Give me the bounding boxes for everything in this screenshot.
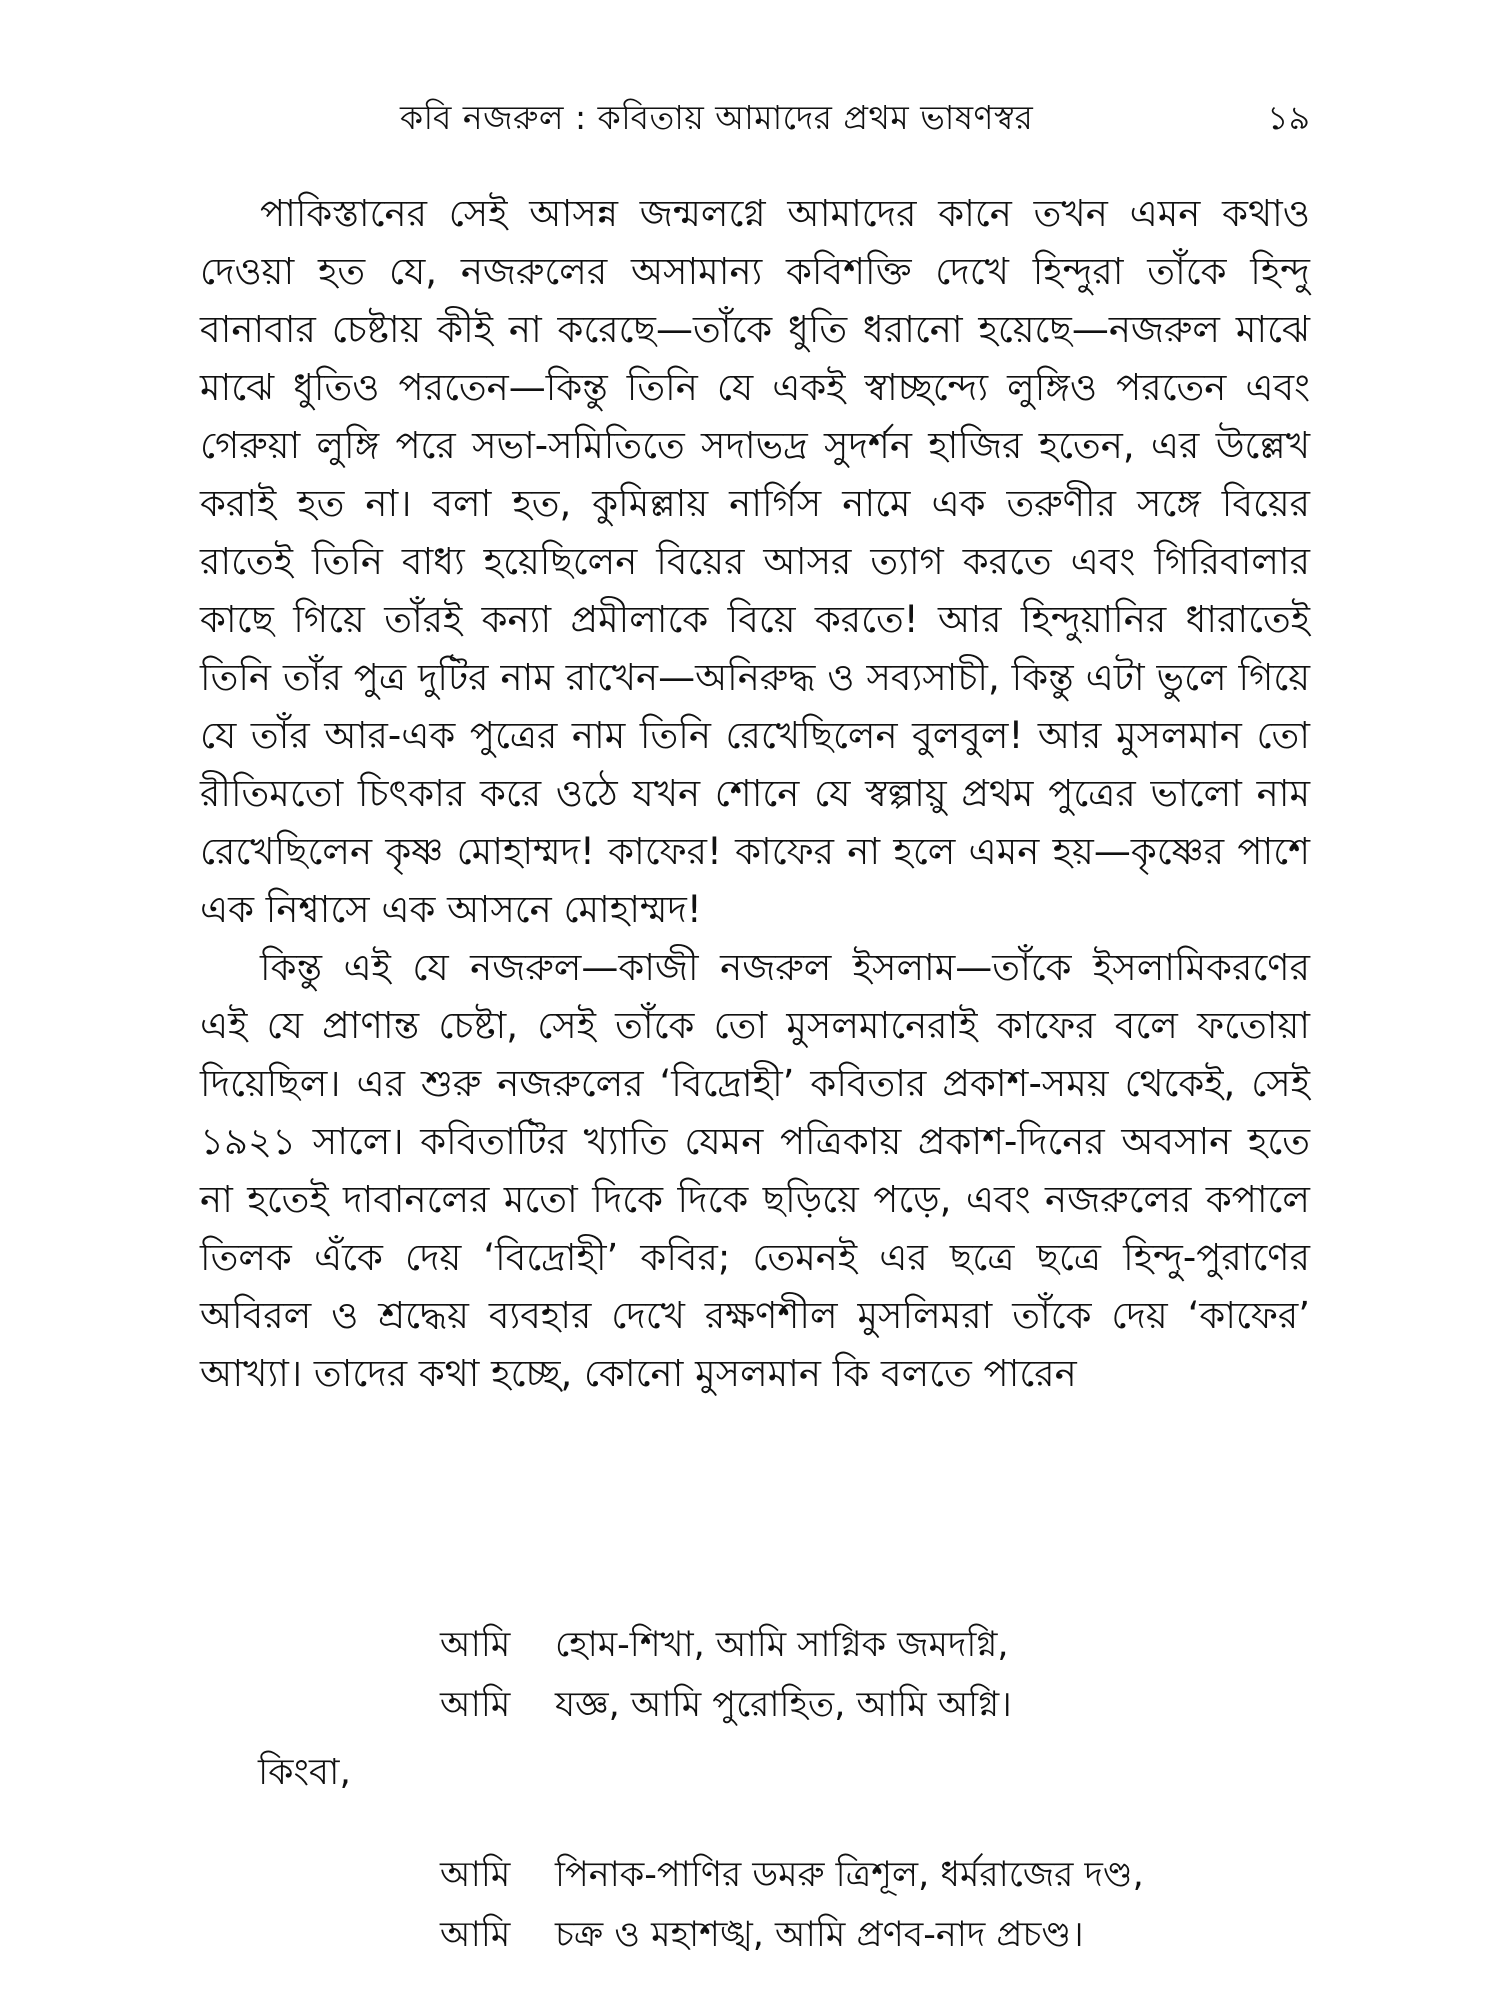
verse-speaker: আমি [440, 1685, 511, 1725]
verse-text: পিনাক-পাণির ডমরু ত্রিশূল, ধর্মরাজের দণ্ড, [555, 1855, 1144, 1895]
verse-speaker: আমি [440, 1625, 511, 1665]
verse-text: হোম-শিখা, আমি সাগ্নিক জমদগ্নি, [555, 1625, 1009, 1665]
body-text [200, 185, 1310, 1403]
verse-block-1 [440, 1615, 1012, 1735]
verse-line [440, 1675, 1012, 1735]
verse-text: চক্র ও মহাশঙ্খ, আমি প্রণব-নাদ প্রচণ্ড। [555, 1915, 1084, 1955]
running-header-title: কবি নজরুল : কবিতায় আমাদের প্রথম ভাষণস্বর [400, 98, 1034, 137]
verse-speaker: আমি [440, 1855, 511, 1895]
verse-line [440, 1845, 1144, 1905]
verse-text: যজ্ঞ, আমি পুরোহিত, আমি অগ্নি। [555, 1685, 1012, 1725]
verse-speaker: আমি [440, 1915, 511, 1955]
verse-line [440, 1615, 1012, 1675]
paragraph-2: কিন্তু এই যে নজরুল—কাজী নজরুল ইসলাম—তাঁকে ইসলামিকরণের এই যে প্রাণান্ত চেষ্টা, সেই তাঁকে তো মুসলমানেরাই কাফের বলে ফতোয়া দিয়েছিল। এর শুরু নজরুলের ‘বিদ্রোহী’ কবিতার প্রকাশ-সময় থেকেই, সেই ১৯২১ সালে। কবিতাটির খ্যাতি যেমন পত্রিকায় প্রকাশ-দিনের অবসান হতে না হতেই দাবানলের মতো দিকে দিকে ছড়িয়ে পড়ে, এবং নজরুলের কপালে তিলক এঁকে দেয় ‘বিদ্রোহী’ কবির; তেমনই এর ছত্রে ছত্রে হিন্দু-পুরাণের অবিরল ও শ্রদ্ধেয় ব্যবহার দেখে রক্ষণশীল মুসলিমরা তাঁকে দেয় ‘কাফের’ আখ্যা। তাদের কথা হচ্ছে, কোনো মুসলমান কি বলতে পারেন [200, 946, 1310, 1395]
connector-text: কিংবা, [258, 1752, 351, 1793]
page-number: ১৯ [1267, 98, 1310, 137]
verse-line [440, 1905, 1144, 1965]
paragraph-1: পাকিস্তানের সেই আসন্ন জন্মলগ্নে আমাদের কানে তখন এমন কথাও দেওয়া হত যে, নজরুলের অসামান্য কবিশক্তি দেখে হিন্দুরা তাঁকে হিন্দু বানাবার চেষ্টায় কীই না করেছে—তাঁকে ধুতি ধরানো হয়েছে—নজরুল মাঝে মাঝে ধুতিও পরতেন—কিন্তু তিনি যে একই স্বাচ্ছন্দ্যে লুঙ্গিও পরতেন এবং গেরুয়া লুঙ্গি পরে সভা-সমিতিতে সদাভদ্র সুদর্শন হাজির হতেন, এর উল্লেখ করাই হত না। বলা হত, কুমিল্লায় নার্গিস নামে এক তরুণীর সঙ্গে বিয়ের রাতেই তিনি বাধ্য হয়েছিলেন বিয়ের আসর ত্যাগ করতে এবং গিরিবালার কাছে গিয়ে তাঁরই কন্যা প্রমীলাকে বিয়ে করতে! আর হিন্দুয়ানির ধারাতেই তিনি তাঁর পুত্র দুটির নাম রাখেন—অনিরুদ্ধ ও সব্যসাচী, কিন্তু এটা ভুলে গিয়ে যে তাঁর আর-এক পুত্রের নাম তিনি রেখেছিলেন বুলবুল! আর মুসলমান তো রীতিমতো চিৎকার করে ওঠে যখন শোনে যে স্বল্পায়ু প্রথম পুত্রের ভালো নাম রেখেছিলেন কৃষ্ণ মোহাম্মদ! কাফের! কাফের না হলে এমন হয়—কৃষ্ণের পাশে এক নিশ্বাসে এক আসনে মোহাম্মদ! [200, 192, 1310, 931]
verse-block-2 [440, 1845, 1144, 1965]
